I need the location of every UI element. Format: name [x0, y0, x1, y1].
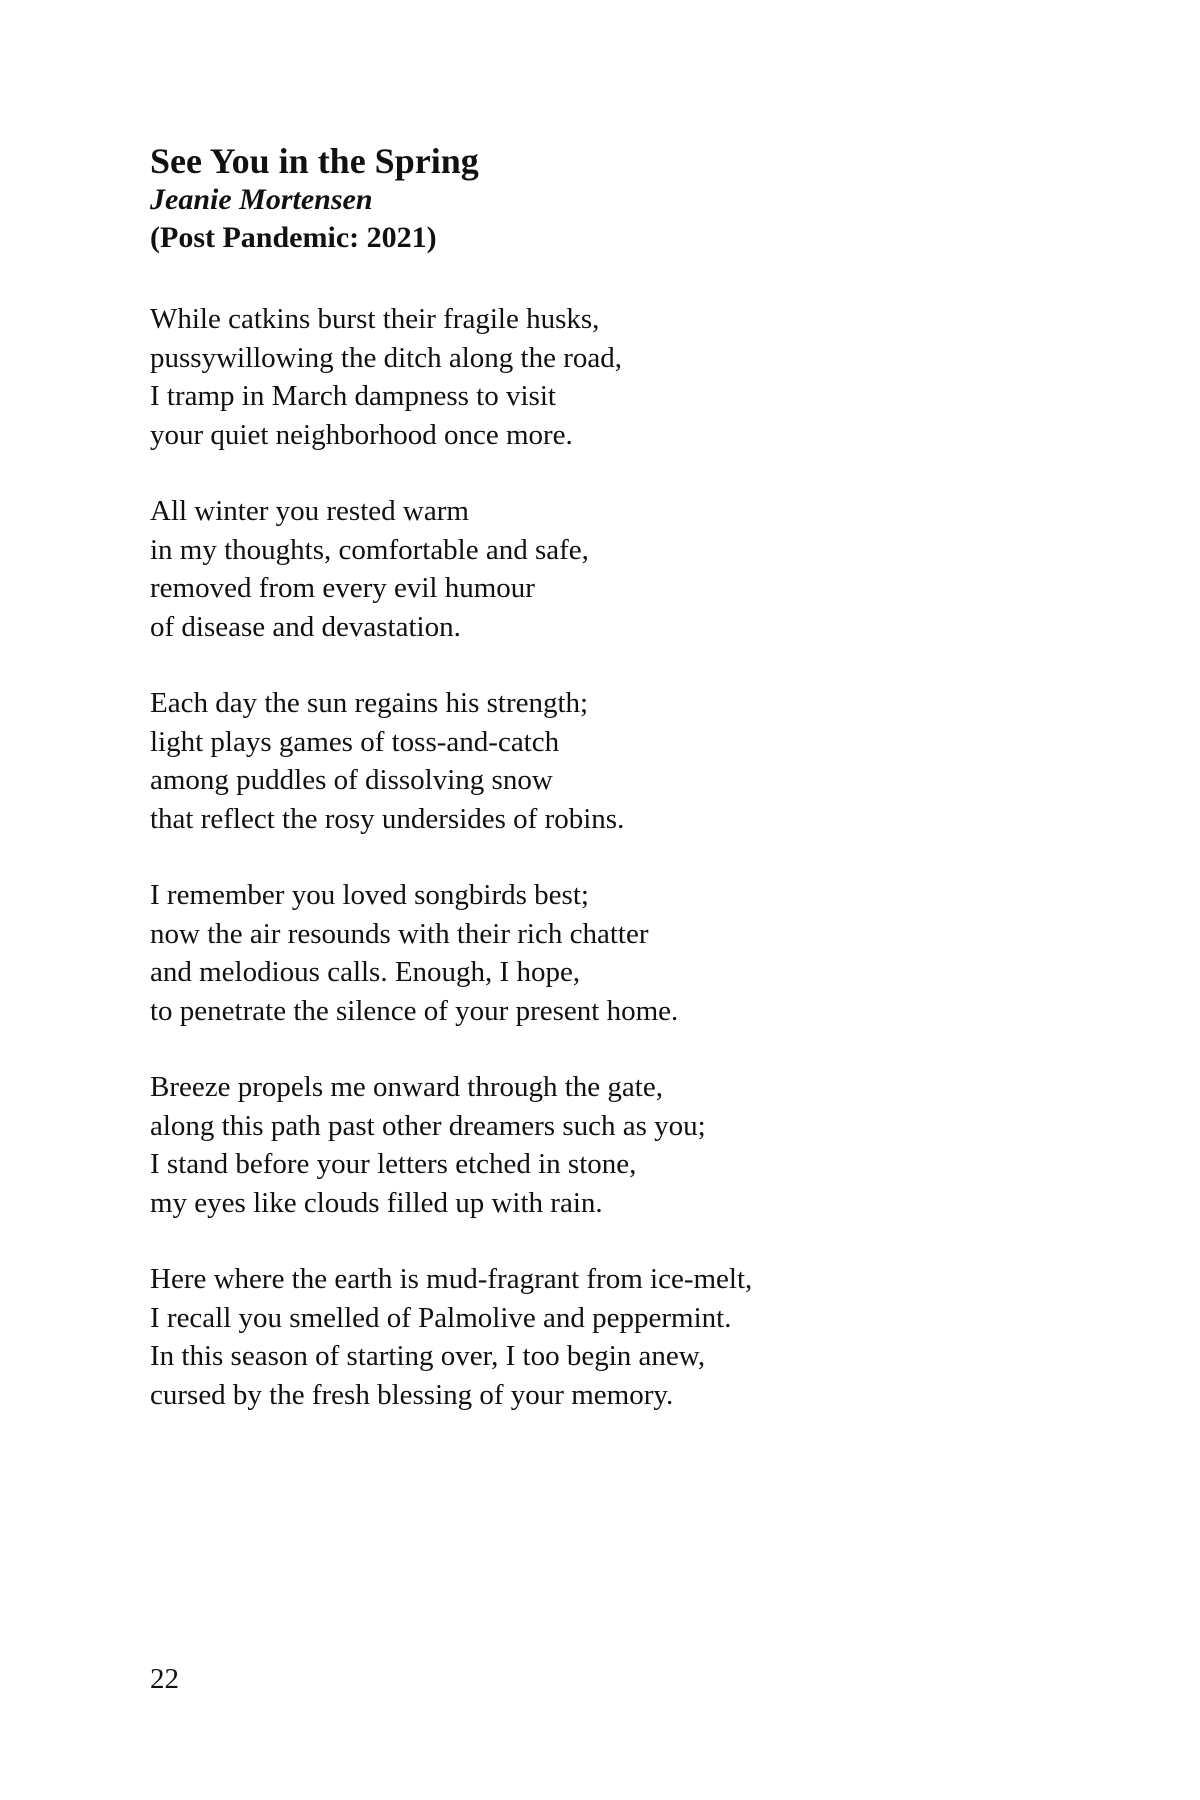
poem-line: Breeze propels me onward through the gate,: [150, 1071, 663, 1103]
poem-line: All winter you rested warm: [150, 495, 469, 527]
stanza-6: [150, 1260, 1100, 1414]
stanza-3: [150, 684, 1100, 838]
poem-line: light plays games of toss-and-catch: [150, 725, 560, 758]
poem-line: pussywillowing the ditch along the road,: [150, 341, 622, 374]
poem-line: removed from every evil humour: [150, 572, 535, 604]
poem-line: I stand before your letters etched in stone,: [150, 1148, 637, 1180]
poem-author: Jeanie Mortensen: [150, 183, 373, 216]
poem-line: and melodious calls. Enough, I hope,: [150, 956, 581, 988]
poem-body: [150, 300, 1100, 1452]
stanza-5: [150, 1068, 1100, 1222]
stanza-4: [150, 876, 1100, 1030]
poem-line: along this path past other dreamers such as you;: [150, 1109, 706, 1142]
poem-line: my eyes like clouds filled up with rain.: [150, 1186, 603, 1219]
poem-line: While catkins burst their fragile husks,: [150, 303, 600, 335]
poem-line: of disease and devastation.: [150, 610, 461, 643]
stanza-1: [150, 300, 1100, 454]
poem-line: Each day the sun regains his strength;: [150, 687, 589, 719]
poem-line: in my thoughts, comfortable and safe,: [150, 533, 589, 566]
poem-title: See You in the Spring: [150, 141, 479, 181]
poem-heading: [150, 141, 1050, 257]
poem-line: among puddles of dissolving snow: [150, 764, 553, 796]
poem-line: to penetrate the silence of your present home.: [150, 994, 679, 1027]
poem-line: In this season of starting over, I too begin anew,: [150, 1340, 706, 1372]
poem-line: that reflect the rosy undersides of robins.: [150, 802, 625, 835]
poem-line: I remember you loved songbirds best;: [150, 879, 589, 911]
poem-line: I recall you smelled of Palmolive and peppermint.: [150, 1301, 732, 1334]
poem-line: your quiet neighborhood once more.: [150, 418, 573, 451]
poem-subtitle: (Post Pandemic: 2021): [150, 221, 437, 254]
poem-line: Here where the earth is mud-fragrant from ice-melt,: [150, 1263, 753, 1295]
poem-line: I tramp in March dampness to visit: [150, 380, 556, 412]
page-number: 22: [150, 1663, 179, 1695]
poem-line: cursed by the fresh blessing of your memory.: [150, 1378, 674, 1411]
stanza-2: [150, 492, 1100, 646]
poem-line: now the air resounds with their rich chatter: [150, 917, 649, 950]
